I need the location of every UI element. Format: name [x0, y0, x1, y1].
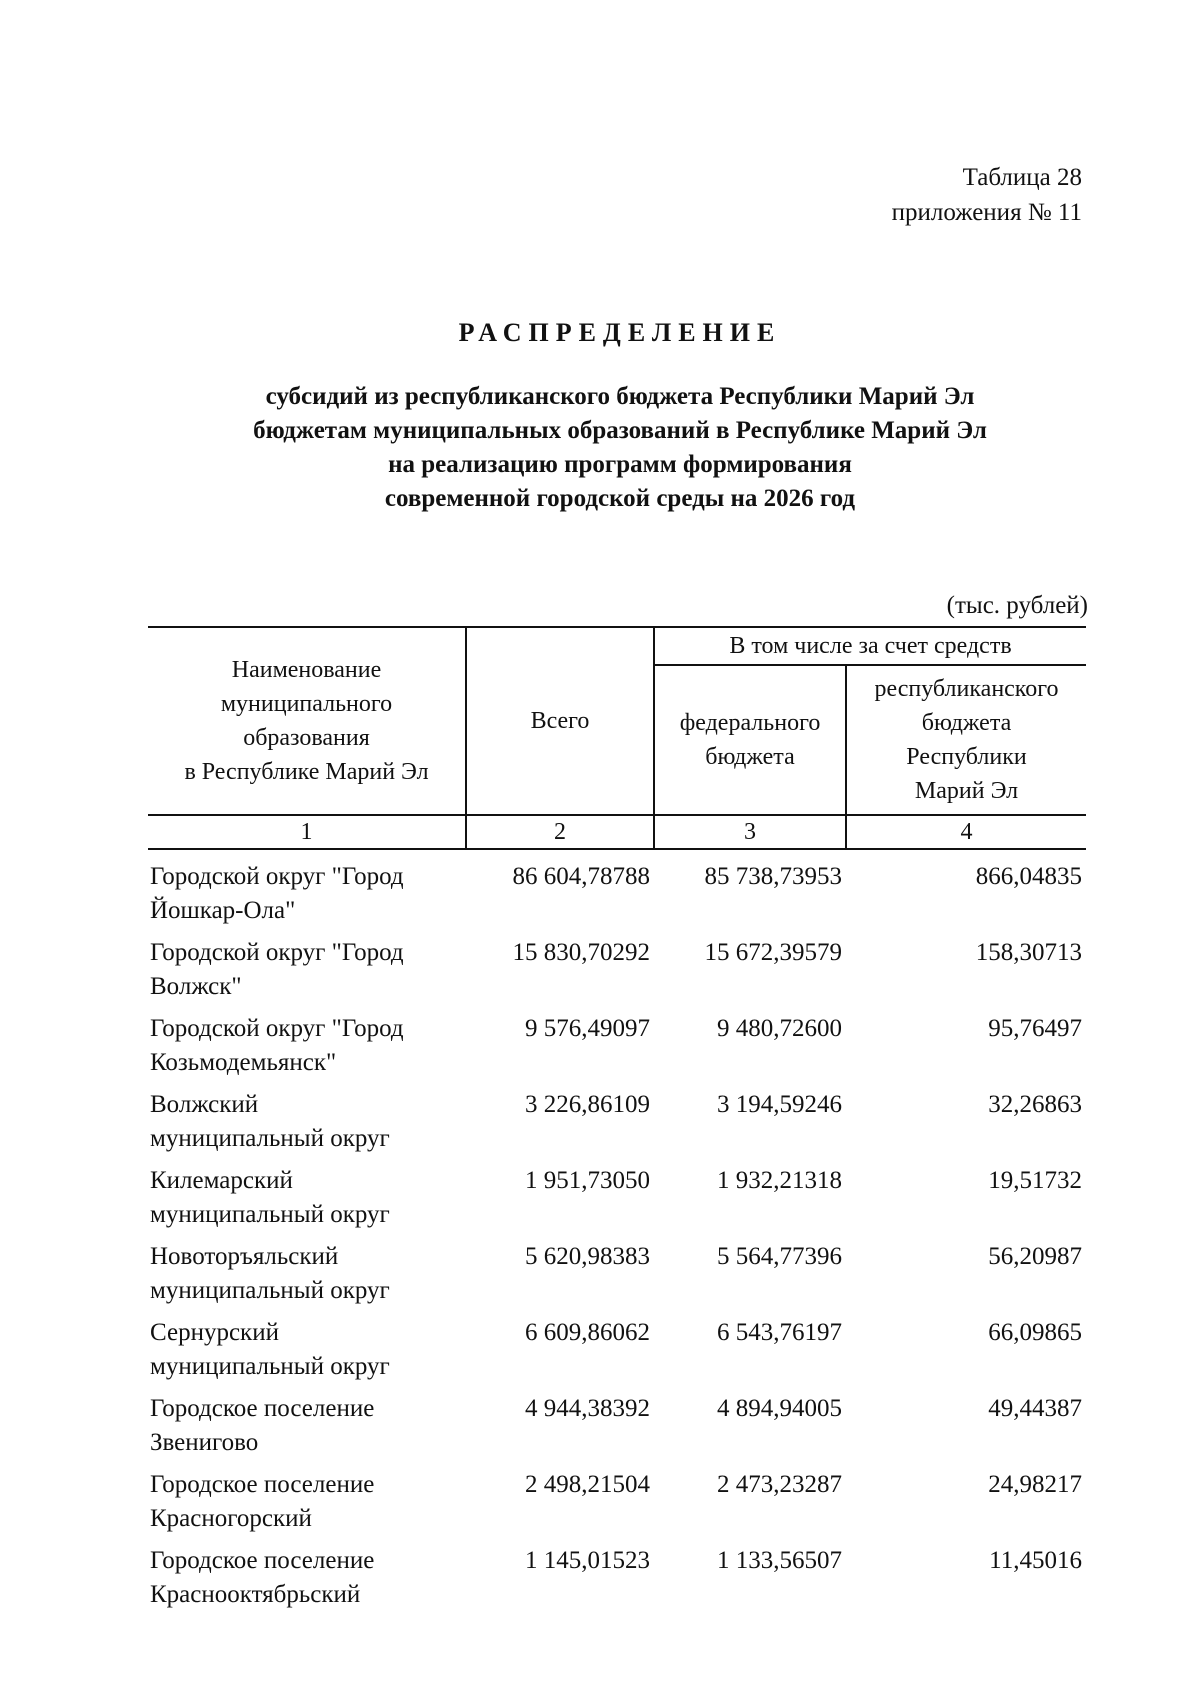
republic-value: 158,30713	[975, 939, 1082, 966]
republic-value: 19,51732	[988, 1167, 1082, 1194]
table-header	[148, 626, 1086, 850]
header-name-line: образования	[243, 725, 370, 751]
total-value: 6 609,86062	[525, 1319, 650, 1346]
federal-value: 4 894,94005	[717, 1395, 842, 1422]
federal-value: 9 480,72600	[717, 1015, 842, 1042]
total-value: 5 620,98383	[525, 1243, 650, 1270]
federal-value: 3 194,59246	[717, 1091, 842, 1118]
federal-value: 85 738,73953	[704, 863, 842, 890]
table-row	[148, 1312, 1086, 1388]
republic-value: 11,45016	[989, 1547, 1082, 1574]
total-value: 86 604,78788	[512, 863, 650, 890]
municipality-name: Новоторъяльский муниципальный округ	[150, 1243, 390, 1304]
table-row	[148, 1084, 1086, 1160]
header-total: Всего	[466, 627, 654, 815]
subtitle-line: субсидий из республиканского бюджета Республики Марий Эл	[265, 383, 975, 410]
header-republic-line: республиканского	[874, 676, 1059, 702]
municipality-name: Городской округ "Город Волжск"	[150, 939, 404, 1000]
federal-value: 1 133,56507	[717, 1547, 842, 1574]
municipality-name: Сернурский муниципальный округ	[150, 1319, 390, 1380]
header-republic-line: Марий Эл	[914, 778, 1019, 804]
total-value: 1 145,01523	[525, 1547, 650, 1574]
subtitle-line: современной городской среды на 2026 год	[384, 485, 856, 512]
total-value: 1 951,73050	[525, 1167, 650, 1194]
column-number: 4	[846, 815, 1086, 849]
republic-value: 95,76497	[988, 1015, 1082, 1042]
header-name-line: Наименование	[231, 657, 382, 683]
republic-value: 66,09865	[988, 1319, 1082, 1346]
column-numbers-row	[148, 815, 1086, 849]
table-row	[148, 932, 1086, 1008]
column-number: 1	[148, 815, 466, 849]
subtitle-line: бюджетам муниципальных образований в Республике Марий Эл	[253, 417, 987, 444]
table-row	[148, 1160, 1086, 1236]
municipality-name: Городское поселение Звенигово	[150, 1395, 375, 1456]
header-republic-line: бюджета	[921, 710, 1012, 736]
document-title: РАСПРЕДЕЛЕНИЕ	[458, 318, 782, 347]
header-republic	[846, 665, 1086, 815]
subtitle-line: на реализацию программ формирования	[388, 451, 852, 478]
federal-value: 15 672,39579	[704, 939, 842, 966]
table-row	[148, 1236, 1086, 1312]
header-including: В том числе за счет средств	[654, 627, 1086, 665]
municipality-name: Килемарский муниципальный округ	[150, 1167, 390, 1228]
federal-value: 6 543,76197	[717, 1319, 842, 1346]
republic-value: 866,04835	[975, 863, 1082, 890]
header-federal-line: бюджета	[705, 744, 795, 770]
table-row	[148, 1388, 1086, 1464]
republic-value: 32,26863	[988, 1091, 1082, 1118]
municipality-name: Городской округ "Город Козьмодемьянск"	[150, 1015, 404, 1076]
total-value: 9 576,49097	[525, 1015, 650, 1042]
federal-value: 2 473,23287	[717, 1471, 842, 1498]
table-row	[148, 1464, 1086, 1540]
document-subtitle	[0, 380, 1200, 516]
municipality-name: Волжский муниципальный округ	[150, 1091, 390, 1152]
municipality-name: Городское поселение Красногорский	[150, 1471, 375, 1532]
republic-value: 49,44387	[988, 1395, 1082, 1422]
appendix-reference	[892, 160, 1082, 230]
total-value: 2 498,21504	[525, 1471, 650, 1498]
table-number: Таблица 28	[962, 164, 1082, 191]
units-label: (тыс. рублей)	[946, 592, 1088, 619]
municipality-name: Городское поселение Краснооктябрьский	[150, 1547, 375, 1608]
header-name	[148, 627, 466, 815]
distribution-table	[148, 626, 1086, 1616]
table-row	[148, 856, 1086, 932]
table-row	[148, 1008, 1086, 1084]
header-name-line: муниципального	[220, 691, 393, 717]
header-republic-line: Республики	[906, 744, 1027, 770]
header-federal-line: федерального	[679, 710, 821, 736]
republic-value: 24,98217	[988, 1471, 1082, 1498]
municipality-name: Городской округ "Город Йошкар-Ола"	[150, 863, 404, 924]
header-name-line: в Республике Марий Эл	[184, 759, 429, 785]
total-value: 3 226,86109	[525, 1091, 650, 1118]
federal-value: 5 564,77396	[717, 1243, 842, 1270]
federal-value: 1 932,21318	[717, 1167, 842, 1194]
table-body	[148, 856, 1086, 1616]
appendix-number: приложения № 11	[891, 199, 1082, 226]
table-row	[148, 1540, 1086, 1616]
header-federal	[654, 665, 846, 815]
total-value: 15 830,70292	[512, 939, 650, 966]
column-number: 3	[654, 815, 846, 849]
column-number: 2	[466, 815, 654, 849]
total-value: 4 944,38392	[525, 1395, 650, 1422]
republic-value: 56,20987	[988, 1243, 1082, 1270]
